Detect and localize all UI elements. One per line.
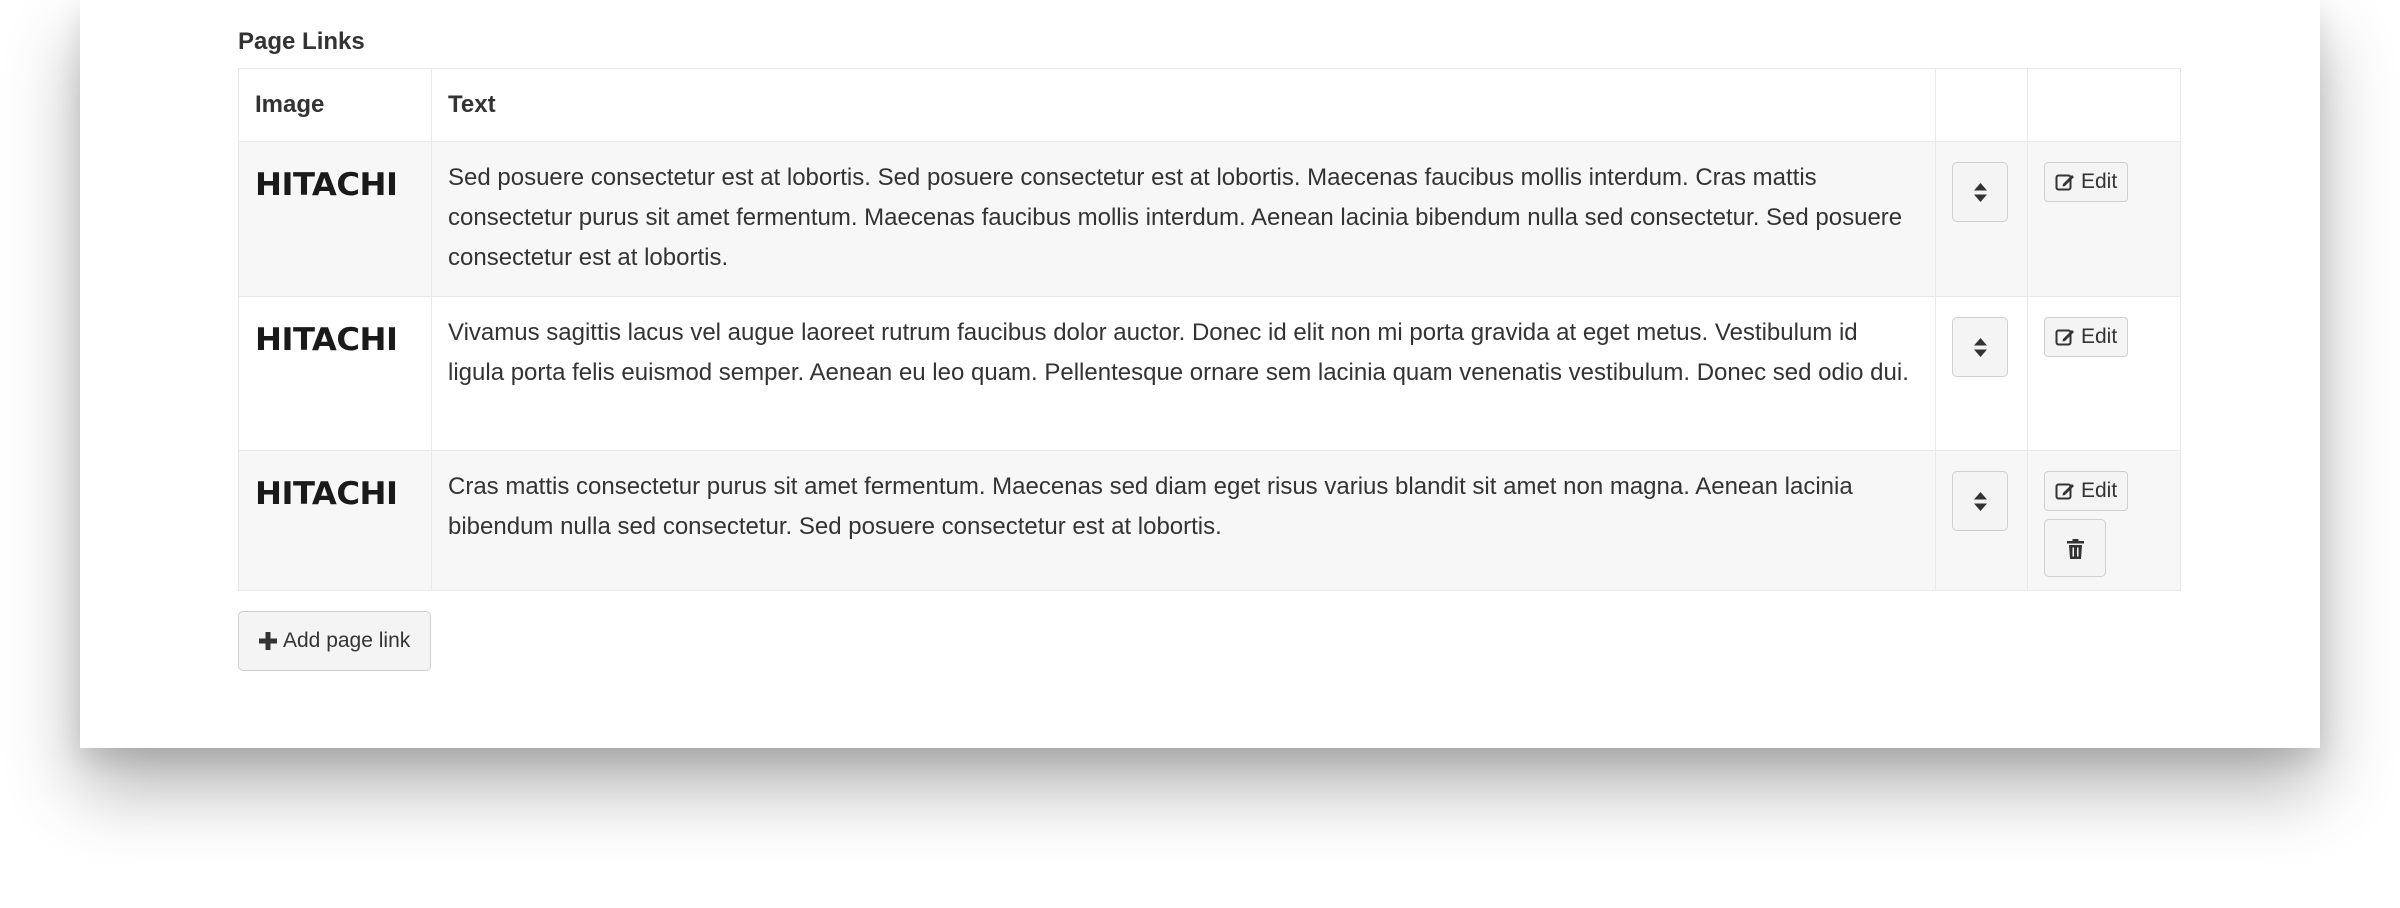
delete-button[interactable] [2044,519,2106,577]
sort-icon [1974,338,1987,357]
column-header-sort [1936,69,2028,142]
column-header-text: Text [432,69,1936,142]
row-sort-cell [1936,142,2028,297]
edit-button[interactable] [2044,471,2128,511]
edit-icon [2055,172,2075,192]
edit-button[interactable] [2044,162,2128,202]
section-title: Page Links [238,28,365,55]
sort-handle-button[interactable] [1952,317,2008,377]
table-row [239,142,2181,297]
row-image-cell [239,297,432,451]
edit-button-label: Edit [2081,479,2118,502]
row-image-cell [239,142,432,297]
row-sort-cell [1936,297,2028,451]
row-text-cell: Vivamus sagittis lacus vel augue laoreet rutrum faucibus dolor auctor. Donec id elit non mi porta gravida at eget metus. Vestibulum id ligula porta felis euismod semper. Aenean eu leo quam. Pellentesque ornare sem lacinia quam venenatis vestibulum. Donec sed odio dui. [432,297,1936,451]
row-actions-cell [2028,142,2181,297]
row-actions-cell [2028,451,2181,591]
column-header-image: Image [239,69,432,142]
page-links-section [238,30,2180,671]
hitachi-logo: HITACHI [255,476,398,512]
edit-icon [2055,327,2075,347]
table-row [239,451,2181,591]
hitachi-logo: HITACHI [255,322,398,358]
table-row [239,297,2181,451]
row-sort-cell [1936,451,2028,591]
row-actions-cell [2028,297,2181,451]
sort-icon [1974,492,1987,511]
page-links-table [238,68,2181,591]
page-links-card [80,0,2320,748]
edit-button-label: Edit [2081,325,2118,348]
edit-button[interactable] [2044,317,2128,357]
sort-handle-button[interactable] [1952,162,2008,222]
sort-handle-button[interactable] [1952,471,2008,531]
add-page-link-label: Add page link [283,629,411,652]
edit-button-label: Edit [2081,170,2118,193]
row-text-cell: Sed posuere consectetur est at lobortis. Sed posuere consectetur est at lobortis. Maecenas faucibus mollis interdum. Cras mattis consectetur purus sit amet fermentum. Maecenas faucibus mollis interdum. Aenean lacinia bibendum nulla sed consectetur. Sed posuere consectetur est at lobortis. [432,142,1936,297]
edit-icon [2055,481,2075,501]
sort-icon [1974,183,1987,202]
trash-icon [2067,539,2084,559]
add-page-link-button[interactable] [238,611,431,671]
row-text-cell: Cras mattis consectetur purus sit amet fermentum. Maecenas sed diam eget risus varius blandit sit amet non magna. Aenean lacinia bibendum nulla sed consectetur. Sed posuere consectetur est at lobortis. [432,451,1936,591]
hitachi-logo: HITACHI [255,167,398,203]
plus-icon [259,632,277,650]
row-image-cell [239,451,432,591]
table-header-row [239,69,2181,142]
column-header-actions [2028,69,2181,142]
